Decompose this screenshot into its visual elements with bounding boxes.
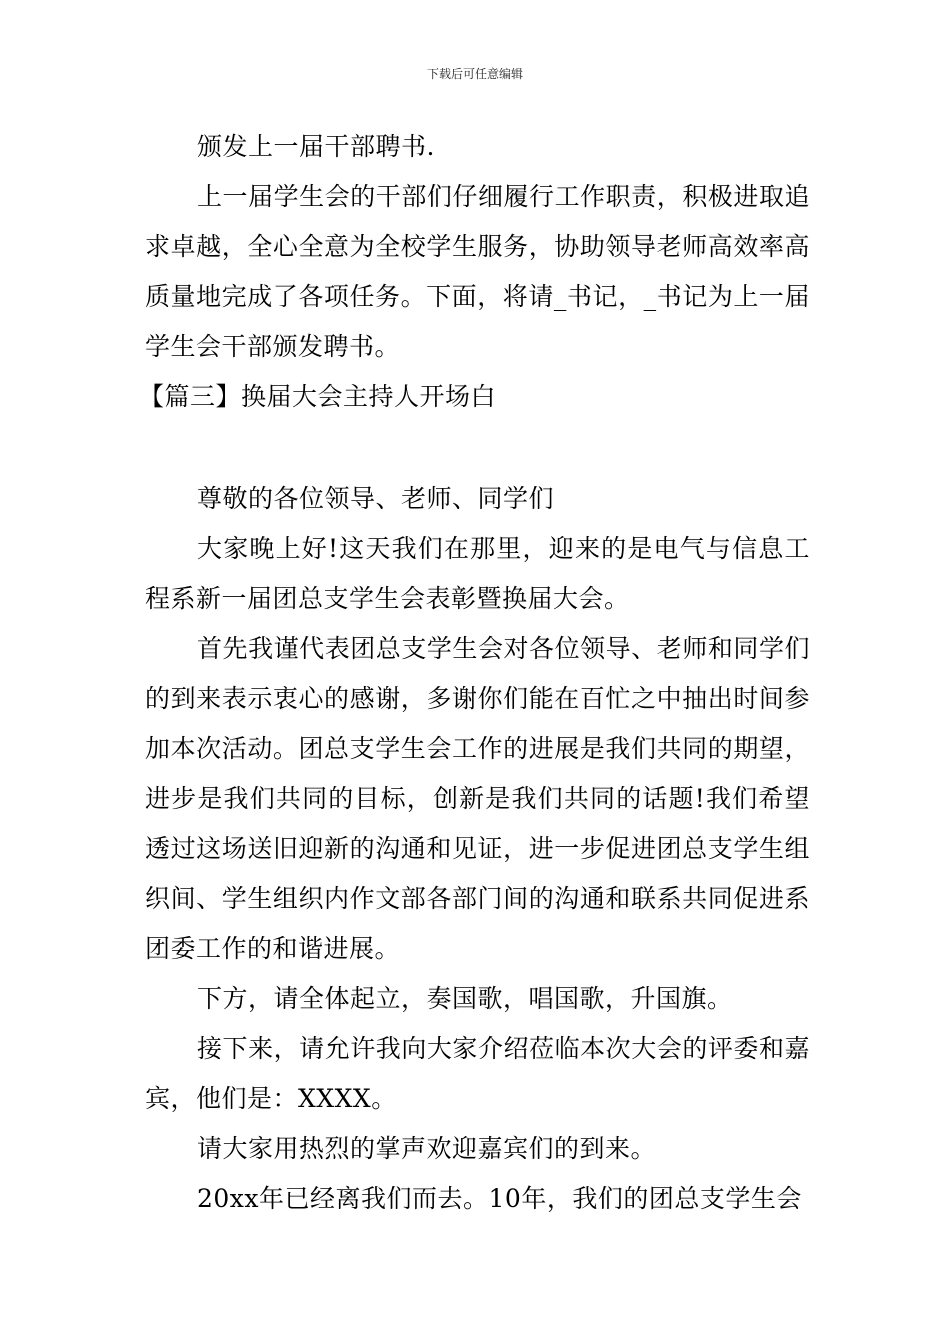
document-body — [139, 122, 810, 1224]
paragraph: 上一届学生会的干部们仔细履行工作职责，积极进取追求卓越，全心全意为全校学生服务，协助领导老师高效率高质量地完成了各项任务。下面，将请_书记，_书记为上一届学生会干部颁发聘书。 — [145, 182, 810, 361]
salutation: 尊敬的各位领导、老师、同学们 — [197, 484, 555, 513]
paragraph: 接下来，请允许我向大家介绍莅临本次大会的评委和嘉宾，他们是：XXXX。 — [145, 1034, 810, 1113]
spacer — [145, 422, 810, 474]
paragraph: 请大家用热烈的掌声欢迎嘉宾们的到来。 — [197, 1134, 657, 1163]
header-note: 下载后可任意编辑 — [426, 67, 523, 81]
paragraph: 大家晚上好!这天我们在那里，迎来的是电气与信息工程系新一届团总支学生会表彰暨换届大会。 — [145, 534, 810, 613]
paragraph: 首先我谨代表团总支学生会对各位领导、老师和同学们的到来表示衷心的感谢，多谢你们能在百忙之中抽出时间参加本次活动。团总支学生会工作的进展是我们共同的期望，进步是我们共同的目标，创新是我们共同的话题!我们希望透过这场送旧迎新的沟通和见证，进一步促进团总支学生组织间、学生组织内作文部各部门间的沟通和联系共同促进系团委工作的和谐进展。 — [145, 634, 810, 963]
paragraph: 颁发上一届干部聘书. — [197, 132, 435, 161]
page-header — [0, 66, 950, 82]
paragraph: 下方，请全体起立，奏国歌，唱国歌，升国旗。 — [197, 984, 733, 1013]
section-heading: 【篇三】换届大会主持人开场白 — [139, 382, 497, 411]
paragraph: 20xx年已经离我们而去。10年，我们的团总支学生会 — [197, 1184, 802, 1213]
